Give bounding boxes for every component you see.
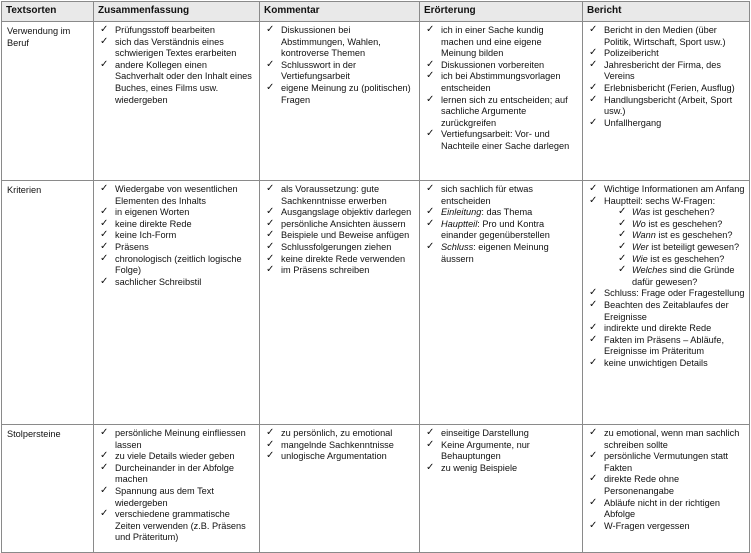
check-icon: ✓ — [618, 206, 627, 218]
check-icon: ✓ — [100, 252, 109, 264]
check-icon: ✓ — [100, 24, 109, 35]
check-icon: ✓ — [426, 240, 435, 252]
header-row — [2, 2, 750, 22]
w-question: ✓ Was ist geschehen? — [618, 206, 715, 218]
w-question: ✓ Wer ist beteiligt gewesen? — [618, 240, 740, 252]
check-icon: ✓ — [589, 333, 598, 345]
cell-zusammenfassung — [94, 425, 260, 553]
list-item: ✓ als Voraussetzung: gute Sachkenntnisse erwerben — [266, 183, 387, 206]
check-icon: ✓ — [100, 508, 109, 520]
list-item: ✓ Erlebnisbericht (Ferien, Ausflug) — [589, 81, 735, 93]
row-kriterien — [2, 181, 750, 425]
cell-zusammenfassung — [94, 22, 260, 181]
check-icon: ✓ — [618, 252, 627, 264]
check-icon: ✓ — [266, 81, 275, 93]
list-item: ✓ unlogische Argumentation — [266, 450, 387, 462]
check-icon: ✓ — [100, 461, 109, 473]
list-item: ✓ sich das Verständnis eines schwierigen Textes erarbeiten — [100, 35, 237, 59]
cell-bericht — [583, 425, 750, 553]
list-item: ✓ chronologisch (zeitlich logische Folge) — [100, 252, 242, 276]
check-icon: ✓ — [426, 24, 435, 35]
list-item: ✓ eigene Meinung zu (politischen) Fragen — [266, 81, 411, 105]
list-item: ✓ zu emotional, wenn man sachlich schreiben sollte — [589, 427, 740, 450]
list-item: ✓ persönliche Ansichten äussern — [266, 217, 406, 229]
list-item: ✓ Spannung aus dem Text wiedergeben — [100, 484, 214, 508]
w-question: ✓ Welches sind die Gründe dafür gewesen? — [618, 264, 735, 287]
check-icon: ✓ — [426, 217, 435, 229]
row-verwendung — [2, 22, 750, 181]
check-icon: ✓ — [100, 450, 109, 462]
check-icon: ✓ — [266, 240, 275, 252]
check-icon: ✓ — [100, 275, 109, 287]
check-icon: ✓ — [266, 206, 275, 218]
list-item: ✓ Wiedergabe von wesentlichen Elementen des Inhalts — [100, 183, 238, 206]
list-item: ✓ Durcheinander in der Abfolge machen — [100, 461, 235, 485]
check-icon: ✓ — [100, 206, 109, 218]
list-item: ✓ sachlicher Schreibstil — [100, 275, 202, 287]
list-item: ✓ direkte Rede ohne Personenangabe — [589, 473, 680, 496]
check-icon: ✓ — [618, 240, 627, 252]
check-icon: ✓ — [266, 438, 275, 450]
list-item: ✓ mangelnde Sachkenntnisse — [266, 438, 394, 450]
list-item: ✓ Schluss: Frage oder Fragestellung — [589, 287, 745, 299]
list-item: ✓ zu viele Details wieder geben — [100, 450, 235, 462]
cell-eroerterung — [420, 22, 583, 181]
check-icon: ✓ — [426, 427, 435, 438]
check-icon: ✓ — [589, 427, 598, 438]
list-item: ✓ Schlussfolgerungen ziehen — [266, 240, 392, 252]
check-icon: ✓ — [426, 438, 435, 450]
list-item: ✓ einseitige Darstellung — [426, 427, 529, 438]
list-item: ✓ keine unwichtigen Details — [589, 356, 708, 368]
comparison-table — [1, 1, 750, 553]
w-question: ✓ Wann ist es geschehen? — [618, 229, 733, 241]
list-item: ✓ Unfallhergang — [589, 116, 662, 128]
header-eroerterung: Erörterung — [420, 2, 583, 22]
check-icon: ✓ — [618, 264, 627, 276]
row-label: Stolpersteine — [2, 425, 94, 553]
check-icon: ✓ — [100, 240, 109, 252]
list-item: ✓ Polizeibericht — [589, 47, 659, 59]
check-icon: ✓ — [266, 24, 275, 35]
check-icon: ✓ — [589, 473, 598, 485]
cell-eroerterung — [420, 181, 583, 425]
list-item: ✓ Keine Argumente, nur Behauptungen — [426, 438, 530, 462]
check-icon: ✓ — [589, 116, 598, 128]
check-icon: ✓ — [589, 58, 598, 70]
check-icon: ✓ — [100, 427, 109, 438]
list-item: ✓ indirekte und direkte Rede — [589, 322, 712, 334]
list-item: ✓ Vertiefungsarbeit: Vor- und Nachteile einer Sache darlegen — [426, 128, 570, 151]
check-icon: ✓ — [618, 229, 627, 241]
cell-kommentar — [260, 22, 420, 181]
check-icon: ✓ — [266, 58, 275, 70]
check-icon: ✓ — [266, 450, 275, 462]
check-icon: ✓ — [266, 252, 275, 264]
header-bericht: Bericht — [583, 2, 750, 22]
list-item: ✓ persönliche Vermutungen statt Fakten — [589, 450, 729, 473]
header-zusammenfassung: Zusammenfassung — [94, 2, 260, 22]
list-item: ✓ keine direkte Rede verwenden — [266, 252, 406, 264]
check-icon: ✓ — [266, 229, 275, 241]
list-item: ✓ W-Fragen vergessen — [589, 519, 690, 531]
check-icon: ✓ — [266, 264, 275, 276]
list-item: ✓ verschiedene grammatische Zeiten verwenden (z.B. Präsens und Präteritum) — [100, 508, 246, 543]
list-item: ✓ ich bei Abstimmungsvorlagen entscheiden — [426, 70, 561, 93]
check-icon: ✓ — [589, 519, 598, 531]
check-icon: ✓ — [589, 93, 598, 105]
list-item: ✓ Bericht in den Medien (über Politik, Wirtschaft, Sport usw.) — [589, 24, 726, 47]
check-icon: ✓ — [589, 194, 598, 206]
list-item: ✓ Schluss: eigenen Meinung äussern — [426, 240, 549, 264]
check-icon: ✓ — [589, 450, 598, 462]
row-label: Verwendung im Beruf — [2, 22, 94, 181]
list-item: ✓ persönliche Meinung einfliessen lassen — [100, 427, 246, 450]
list-item: ✓ Beachten des Zeitablaufes der Ereignisse — [589, 298, 729, 322]
list-item: ✓ keine direkte Rede — [100, 217, 192, 229]
check-icon: ✓ — [589, 322, 598, 334]
check-icon: ✓ — [266, 427, 275, 438]
list-item: ✓ Prüfungsstoff bearbeiten — [100, 24, 215, 35]
check-icon: ✓ — [426, 128, 435, 140]
check-icon: ✓ — [100, 183, 109, 194]
header-textsorten: Textsorten — [2, 2, 94, 22]
cell-bericht — [583, 181, 750, 425]
check-icon: ✓ — [589, 81, 598, 93]
list-item: ✓ in eigenen Worten — [100, 206, 190, 218]
list-item: ✓ zu wenig Beispiele — [426, 461, 518, 473]
check-icon: ✓ — [100, 484, 109, 496]
check-icon: ✓ — [589, 47, 598, 59]
cell-bericht — [583, 22, 750, 181]
check-icon: ✓ — [589, 356, 598, 368]
list-item: ✓ Wichtige Informationen am Anfang — [589, 183, 745, 194]
check-icon: ✓ — [100, 35, 109, 47]
row-stolpersteine — [2, 425, 750, 553]
list-item: ✓ zu persönlich, zu emotional — [266, 427, 393, 438]
check-icon: ✓ — [100, 229, 109, 241]
list-item: ✓ Schlusswort in der Vertiefungsarbeit — [266, 58, 357, 82]
w-question: ✓ Wo ist es geschehen? — [618, 217, 723, 229]
list-item: ✓ andere Kollegen einen Sachverhalt oder den Inhalt eines Buches, eines Films usw. wiedergeben — [100, 58, 252, 105]
list-item: ✓ ich in einer Sache kundig machen und eine eigene Meinung bilden — [426, 24, 544, 59]
check-icon: ✓ — [426, 461, 435, 473]
list-item: ✓ Fakten im Präsens – Abläufe, Ereignisse im Präteritum — [589, 333, 725, 357]
cell-zusammenfassung — [94, 181, 260, 425]
list-item: ✓ Hauptteil: sechs W-Fragen: ✓ Was ist geschehen? ✓ Wo ist es geschehen? ✓ Wann ist es geschehen? ✓ Wer ist beteiligt gewesen? ✓ Wie ist es geschehen? ✓ Welches sind die Gründe dafür gewesen? — [587, 196, 745, 289]
header-kommentar: Kommentar — [260, 2, 420, 22]
list-item: ✓ keine Ich-Form — [100, 229, 177, 241]
cell-kommentar — [260, 181, 420, 425]
check-icon: ✓ — [589, 287, 598, 299]
list-item: ✓ Präsens — [100, 240, 149, 252]
list-item: ✓ Abläufe nicht in der richtigen Abfolge — [589, 496, 720, 520]
cell-kommentar — [260, 425, 420, 553]
list-item: ✓ Beispiele und Beweise anfügen — [266, 229, 410, 241]
check-icon: ✓ — [426, 206, 435, 218]
check-icon: ✓ — [266, 183, 275, 194]
check-icon: ✓ — [426, 70, 435, 82]
list-item: ✓ Ausgangslage objektiv darlegen — [266, 206, 412, 218]
list-item: ✓ Diskussionen vorbereiten — [426, 58, 545, 70]
list-item: ✓ Hauptteil: Pro und Kontra einander gegenüberstellen — [426, 217, 550, 241]
list-item: ✓ Einleitung: das Thema — [426, 206, 533, 218]
list-item: ✓ sich sachlich für etwas entscheiden — [426, 183, 533, 206]
list-item: ✓ Jahresbericht der Firma, des Vereins — [589, 58, 721, 82]
check-icon: ✓ — [426, 183, 435, 194]
row-label: Kriterien — [2, 181, 94, 425]
check-icon: ✓ — [100, 58, 109, 70]
list-item: ✓ lernen sich zu entscheiden; auf sachliche Argumente zurückgreifen — [426, 93, 568, 128]
check-icon: ✓ — [426, 58, 435, 70]
check-icon: ✓ — [589, 298, 598, 310]
check-icon: ✓ — [589, 496, 598, 508]
list-item: ✓ im Präsens schreiben — [266, 264, 370, 276]
check-icon: ✓ — [266, 217, 275, 229]
check-icon: ✓ — [589, 24, 598, 35]
check-icon: ✓ — [100, 217, 109, 229]
cell-eroerterung — [420, 425, 583, 553]
check-icon: ✓ — [618, 217, 627, 229]
check-icon: ✓ — [589, 183, 598, 194]
check-icon: ✓ — [426, 93, 435, 105]
list-item: ✓ Handlungsbericht (Arbeit, Sport usw.) — [589, 93, 733, 117]
list-item: ✓ Diskussionen bei Abstimmungen, Wahlen, kontroverse Themen — [266, 24, 381, 59]
w-question: ✓ Wie ist es geschehen? — [618, 252, 725, 264]
